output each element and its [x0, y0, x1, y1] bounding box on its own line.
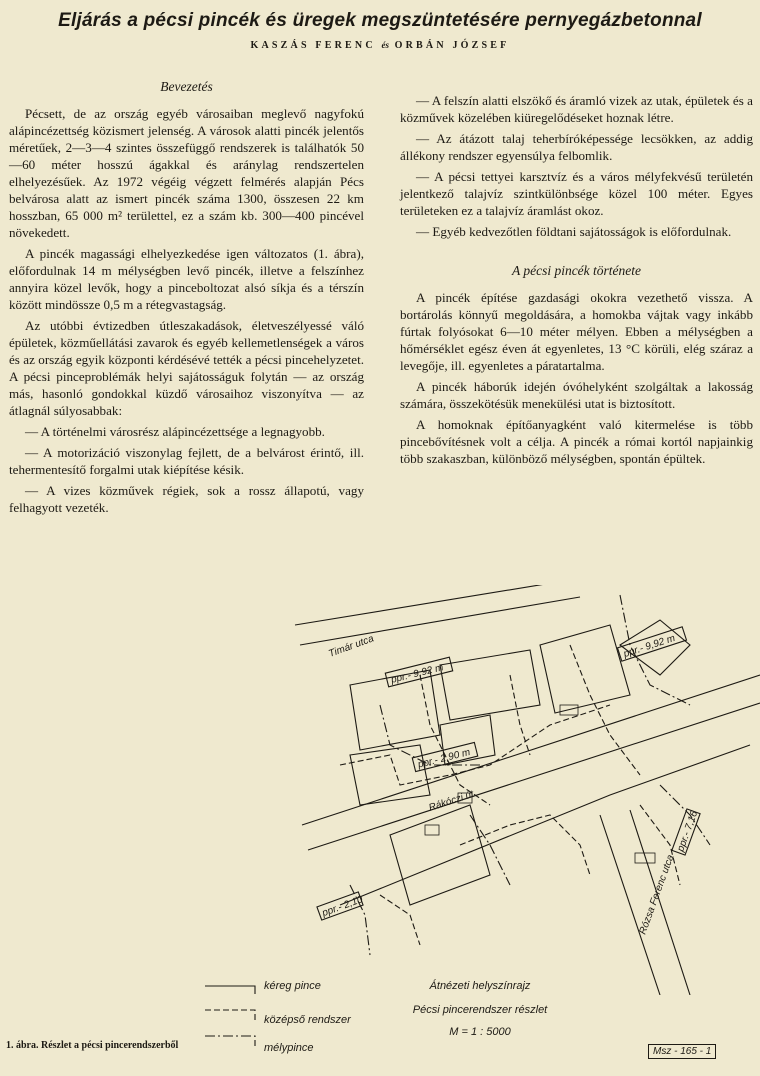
list-item: — A történelmi városrész alápincézettsége a legnagyobb.	[25, 424, 325, 439]
section-heading-introduction: Bevezetés	[160, 79, 213, 94]
list-item: — Az átázott talaj teherbíróképessége lecsökken, az addig állékony rendszer egyensúlya felbomlik.	[400, 131, 753, 163]
cellar-map-figure	[190, 585, 760, 995]
author-1: KASZÁS FERENC	[250, 40, 376, 51]
map-title-detail: Pécsi pincerendszer részlet	[412, 1004, 548, 1016]
drawing-reference-number: Msz - 165 - 1	[648, 1044, 716, 1059]
paragraph: A pincék építése gazdasági okokra vezethető vissza. A bortárolás könnyű megoldására, a homokba vájtak vagy inkább fúrtak folyósokat 6—10 méter mélyen. Ebben a mélységben a hőmérséklet egész éven át egyenletes, 13 °C körüli, elég száraz a levegője, ill. egyenletes a páratartalma.	[400, 290, 753, 373]
elevation-label: ppr.- 2,10	[320, 894, 365, 920]
street-label-rozsa: Rózsa Ferenc utca	[637, 853, 677, 937]
paragraph: Az utóbbi évtizedben útleszakadások, életveszélyessé váló épületek, közműellátási zavarok és egyéb kellemetlenségek a város és az ország egyik központi kérdésévé tették a pécsi pincehelyzetet. A pécsi pinceproblémák helyi sajátosságuk folytán — az ország más, hasonló gondokkal küzdő városaihoz viszonyítva — az átlagnál súlyosabbak:	[9, 318, 364, 418]
list-item: — A motorizáció viszonylag fejlett, de a belvárost érintő, ill. tehermentesítő forgalmi utak kiépítése késik.	[9, 445, 364, 477]
elevation-label: ppr.- 9,92 m	[389, 662, 445, 686]
list-item: — A pécsi tettyei karsztvíz és a város mélyfekvésű területén jelentkező talajvíz szintkülönbsége közel 100 méter. Egyes területeken ez a talajvíz áramlást okoz.	[400, 169, 753, 218]
elevation-label: ppr.- 7,16	[675, 809, 701, 854]
section-heading-history: A pécsi pincék története	[511, 263, 642, 278]
street-label-timar: Timár utca	[327, 633, 376, 660]
paragraph: A pincék magassági elhelyezkedése igen változatos (1. ábra), előfordulnak 14 m mélységben levő pincék, illetve a felszínhez annyira közel levők, hogy a pinceboltozat alsó síkja és a térszín között mindössze 0,5 m a rétegvastagság.	[9, 246, 364, 312]
article-title: Eljárás a pécsi pincék és üregek megszüntetésére pernyegázbetonnal	[58, 10, 702, 31]
paragraph: Pécsett, de az ország egyéb városaiban meglevő nagyfokú alápincézettség közismert jelenség. A városok alatti pincék jelentős méretűek, 2—3—4 szintes összefüggő rendszerek is találhatók 50—60 méter hosszú ágakkal és aránylag rendszertelen elhelyezésűek. Az 1972 végéig végzett felmérés alapján Pécs belvárosa alatt az ismert pincék száma 1300, összesen 22 km hosszban, 65 000 m² területtel, ez a szám kb. 300—400 pincével növekedett.	[9, 106, 364, 240]
list-item: — Egyéb kedvezőtlen földtani sajátosságok is előfordulnak.	[416, 224, 732, 239]
legend-middle-system: középső rendszer	[264, 1014, 351, 1026]
street-label-rakoczi: Rákóczi út	[427, 788, 476, 814]
map-scale: M = 1 : 5000	[449, 1026, 511, 1038]
elevation-label: ppr.- 2,90 m	[416, 746, 472, 771]
elevation-label: ppr.- 9,92 m	[622, 632, 677, 660]
legend-shallow-cellar: kéreg pince	[264, 980, 321, 992]
author-2: ORBÁN JÓZSEF	[394, 40, 510, 51]
paragraph: A homoknak építőanyagként való kitermelése is több pincebővítésnek volt a célja. A pincék a római kortól napjainkig több szakaszban, különböző mélységben, spontán épültek.	[400, 417, 753, 466]
left-column	[9, 78, 364, 520]
figure-caption: 1. ábra. Részlet a pécsi pincerendszerből	[6, 1040, 179, 1051]
authors-line	[0, 40, 760, 51]
legend-line-samples	[200, 976, 262, 1066]
map-title-overview: Átnézeti helyszínrajz	[429, 980, 531, 992]
list-item: — A felszín alatti elszökő és áramló vizek az utak, épületek és a közművek közelében kiüregelődéseket hoznak létre.	[400, 93, 753, 125]
legend-deep-cellar: mélypince	[264, 1042, 314, 1054]
right-column	[400, 92, 753, 471]
paragraph: A pincék háborúk idején óvóhelyként szolgáltak a lakosság számára, összekötésük menekülési utat is biztosított.	[400, 379, 753, 411]
author-separator: és	[381, 40, 389, 50]
list-item: — A vizes közművek régiek, sok a rossz állapotú, vagy felhagyott vezeték.	[9, 483, 364, 515]
